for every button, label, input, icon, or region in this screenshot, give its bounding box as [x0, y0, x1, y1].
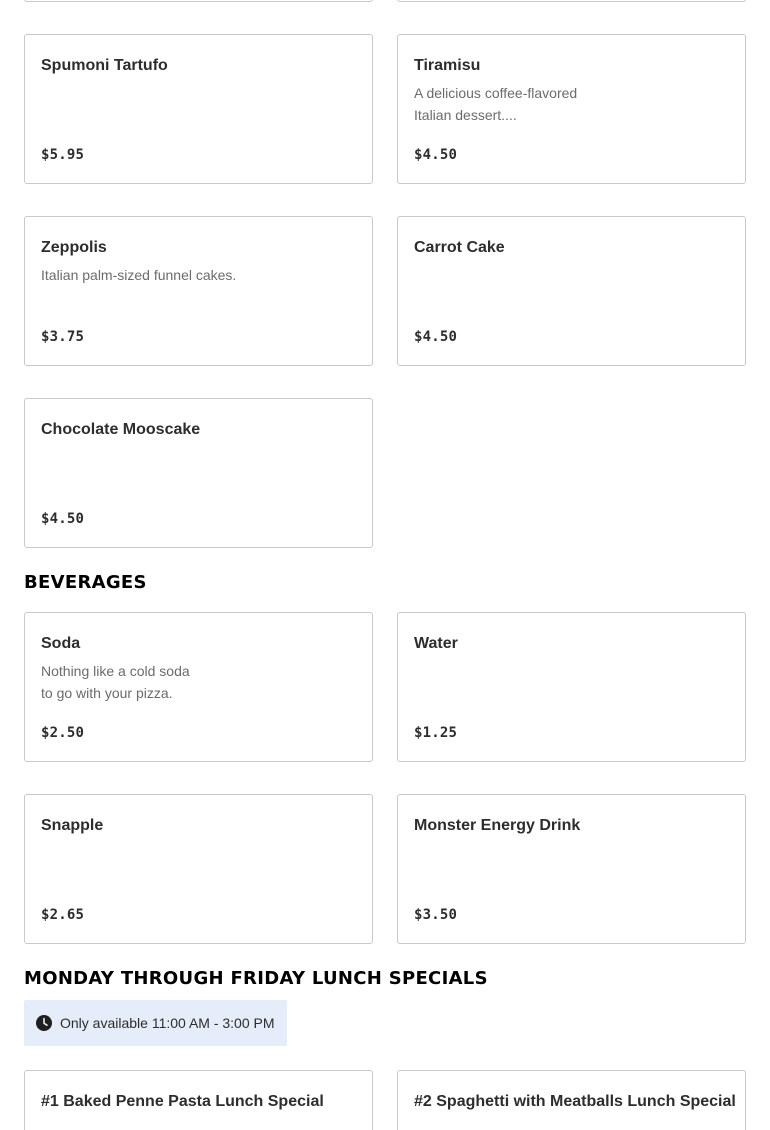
menu-item-price: $4.50 — [41, 511, 85, 527]
menu-item-name: Tiramisu — [414, 57, 481, 74]
menu-item-price: $2.50 — [41, 725, 85, 741]
menu-item-price: $2.65 — [41, 907, 85, 923]
menu-item-card-water[interactable] — [397, 612, 746, 762]
menu-item-description: Nothing like a cold soda to go with your pizza. — [41, 663, 190, 701]
section-title-beverages: BEVERAGES — [24, 572, 147, 593]
menu-item-price: $3.75 — [41, 329, 85, 345]
menu-item-name: Zeppolis — [41, 239, 107, 256]
clock-icon — [36, 1015, 52, 1031]
menu-item-card[interactable] — [24, 0, 373, 2]
menu-item-card-spaghetti-meatballs-lunch-special[interactable] — [397, 1070, 746, 1130]
menu-item-card-soda[interactable] — [24, 612, 373, 762]
menu-item-card-snapple[interactable] — [24, 794, 373, 944]
menu-item-price: $4.50 — [414, 329, 458, 345]
menu-item-card-tiramisu[interactable] — [397, 34, 746, 184]
menu-item-price: $1.25 — [414, 725, 458, 741]
menu-item-card-spumoni-tartufo[interactable] — [24, 34, 373, 184]
menu-item-name: Snapple — [41, 817, 104, 834]
menu-item-price: $4.50 — [414, 147, 458, 163]
menu-item-price: $5.95 — [41, 147, 85, 163]
menu-item-card-baked-penne-lunch-special[interactable] — [24, 1070, 373, 1130]
menu-item-card[interactable] — [397, 0, 746, 2]
menu-item-name: #1 Baked Penne Pasta Lunch Special — [41, 1093, 324, 1110]
menu-item-name: Chocolate Mooscake — [41, 421, 201, 438]
menu-item-name: Carrot Cake — [414, 239, 505, 256]
menu-item-name: #2 Spaghetti with Meatballs Lunch Special — [414, 1093, 736, 1110]
menu-item-price: $3.50 — [414, 907, 458, 923]
menu-item-name: Monster Energy Drink — [414, 817, 581, 834]
menu-item-description: A delicious coffee-flavored Italian dessert.... — [414, 85, 578, 123]
menu-item-description: Italian palm-sized funnel cakes. — [41, 267, 237, 283]
section-title-lunch-specials: MONDAY THROUGH FRIDAY LUNCH SPECIALS — [24, 968, 488, 989]
menu-item-card-zeppolis[interactable] — [24, 216, 373, 366]
menu-item-card-chocolate-mooscake[interactable] — [24, 398, 373, 548]
menu-item-card-monster-energy-drink[interactable] — [397, 794, 746, 944]
menu-item-card-carrot-cake[interactable] — [397, 216, 746, 366]
menu-item-name: Water — [414, 635, 458, 652]
availability-notice — [24, 1000, 287, 1046]
menu-item-name: Soda — [41, 635, 81, 652]
availability-text: Only available 11:00 AM - 3:00 PM — [60, 1015, 275, 1031]
menu-item-name: Spumoni Tartufo — [41, 57, 168, 74]
